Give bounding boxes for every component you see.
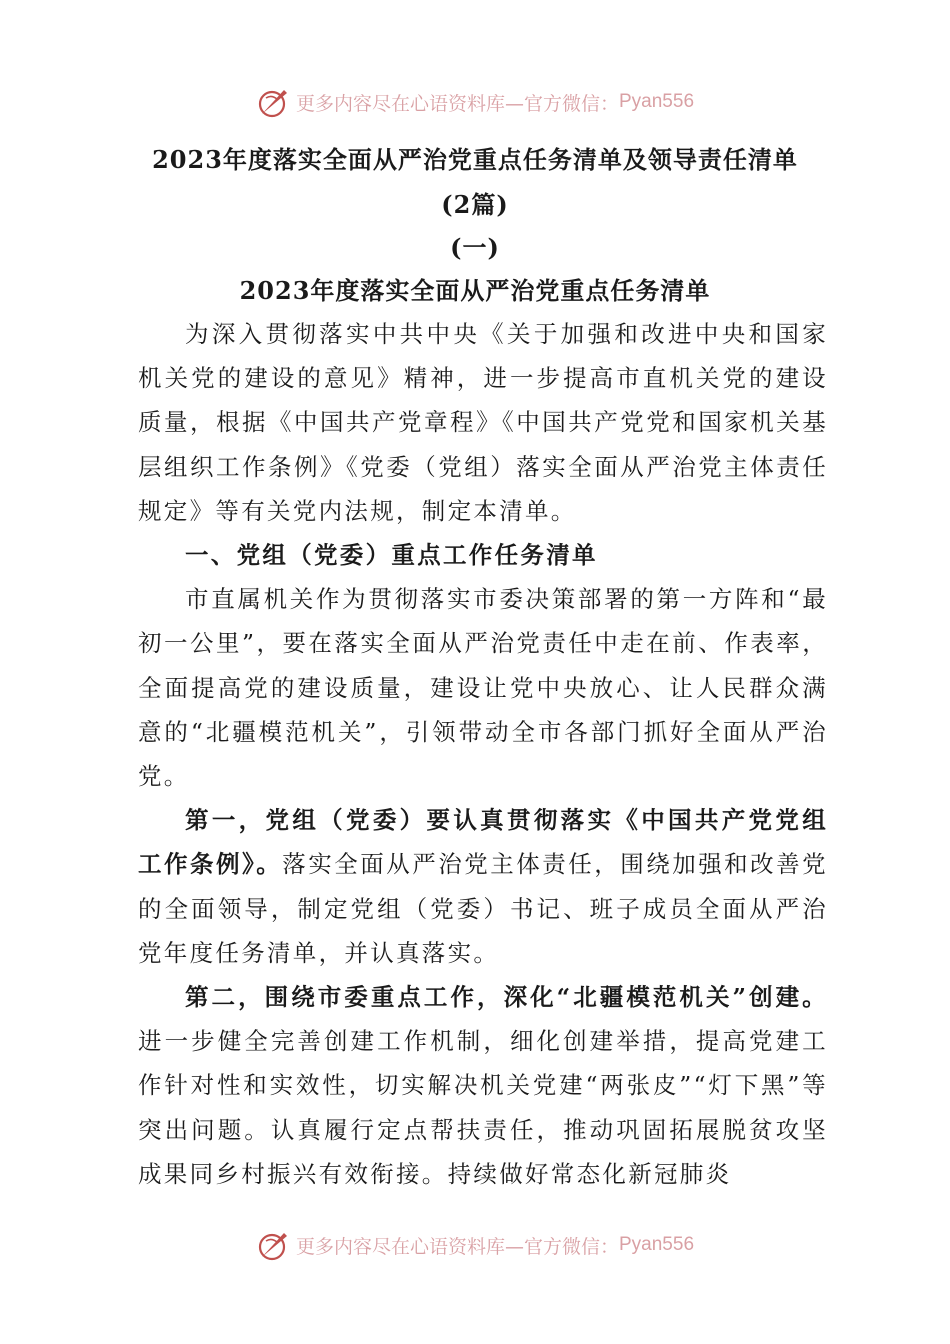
quill-logo-icon (256, 1227, 292, 1263)
paragraph-item-1 (138, 798, 828, 975)
paragraph-item-2 (138, 975, 828, 1196)
watermark-id: Pyan556 (619, 1234, 695, 1255)
paragraph-overview: 市直属机关作为贯彻落实市委决策部署的第一方阵和“最初一公里”，要在落实全面从严治党责任中走在前、作表率，全面提高党的建设质量，建设让党中央放心、让人民群众满意的“北疆模范机关”，引领带动全市各部门抓好全面从严治党。 (138, 585, 828, 791)
watermark-text: 更多内容尽在心语资料库—官方微信： (295, 1235, 619, 1258)
watermark-id: Pyan556 (619, 91, 695, 112)
section-heading: 一、党组（党委）重点工作任务清单 (185, 541, 598, 570)
watermark-banner-bottom (0, 1225, 950, 1265)
watermark-text: 更多内容尽在心语资料库—官方微信： (295, 92, 619, 115)
paragraph-intro: 为深入贯彻落实中共中央《关于加强和改进中央和国家机关党的建设的意见》精神，进一步提高市直机关党的建设质量，根据《中国共产党章程》《中国共产党党和国家机关基层组织工作条例》《党委（党组）落实全面从严治党主体责任规定》等有关党内法规，制定本清单。 (138, 320, 828, 525)
item-1-heading: 第一，党组（党委）要认真贯彻落实《中国共产党党组工作条例》。 (138, 806, 828, 879)
watermark-banner-top (0, 82, 950, 122)
document-body (138, 312, 828, 1196)
document-subtitle: (2篇) (441, 190, 509, 219)
item-1-text: 落实全面从严治党主体责任，围绕加强和改善党的全面领导，制定党组（党委）书记、班子成员全面从严治党年度任务清单，并认真落实。 (138, 850, 828, 967)
item-2-text: 进一步健全完善创建工作机制，细化创建举措，提高党建工作针对性和实效性，切实解决机关党建“两张皮”“灯下黑”等突出问题。认真履行定点帮扶责任，推动巩固拓展脱贫攻坚成果同乡村振兴有效衔接。持续做好常态化新冠肺炎 (138, 1027, 828, 1188)
item-2-heading: 第二，围绕市委重点工作，深化“北疆模范机关”创建。 (185, 983, 828, 1012)
quill-logo-icon (256, 84, 292, 120)
part-marker: (一) (450, 233, 500, 262)
part-title: 2023年度落实全面从严治党重点任务清单 (239, 276, 711, 305)
document-title: 2023年度落实全面从严治党重点任务清单及领导责任清单 (152, 145, 798, 174)
